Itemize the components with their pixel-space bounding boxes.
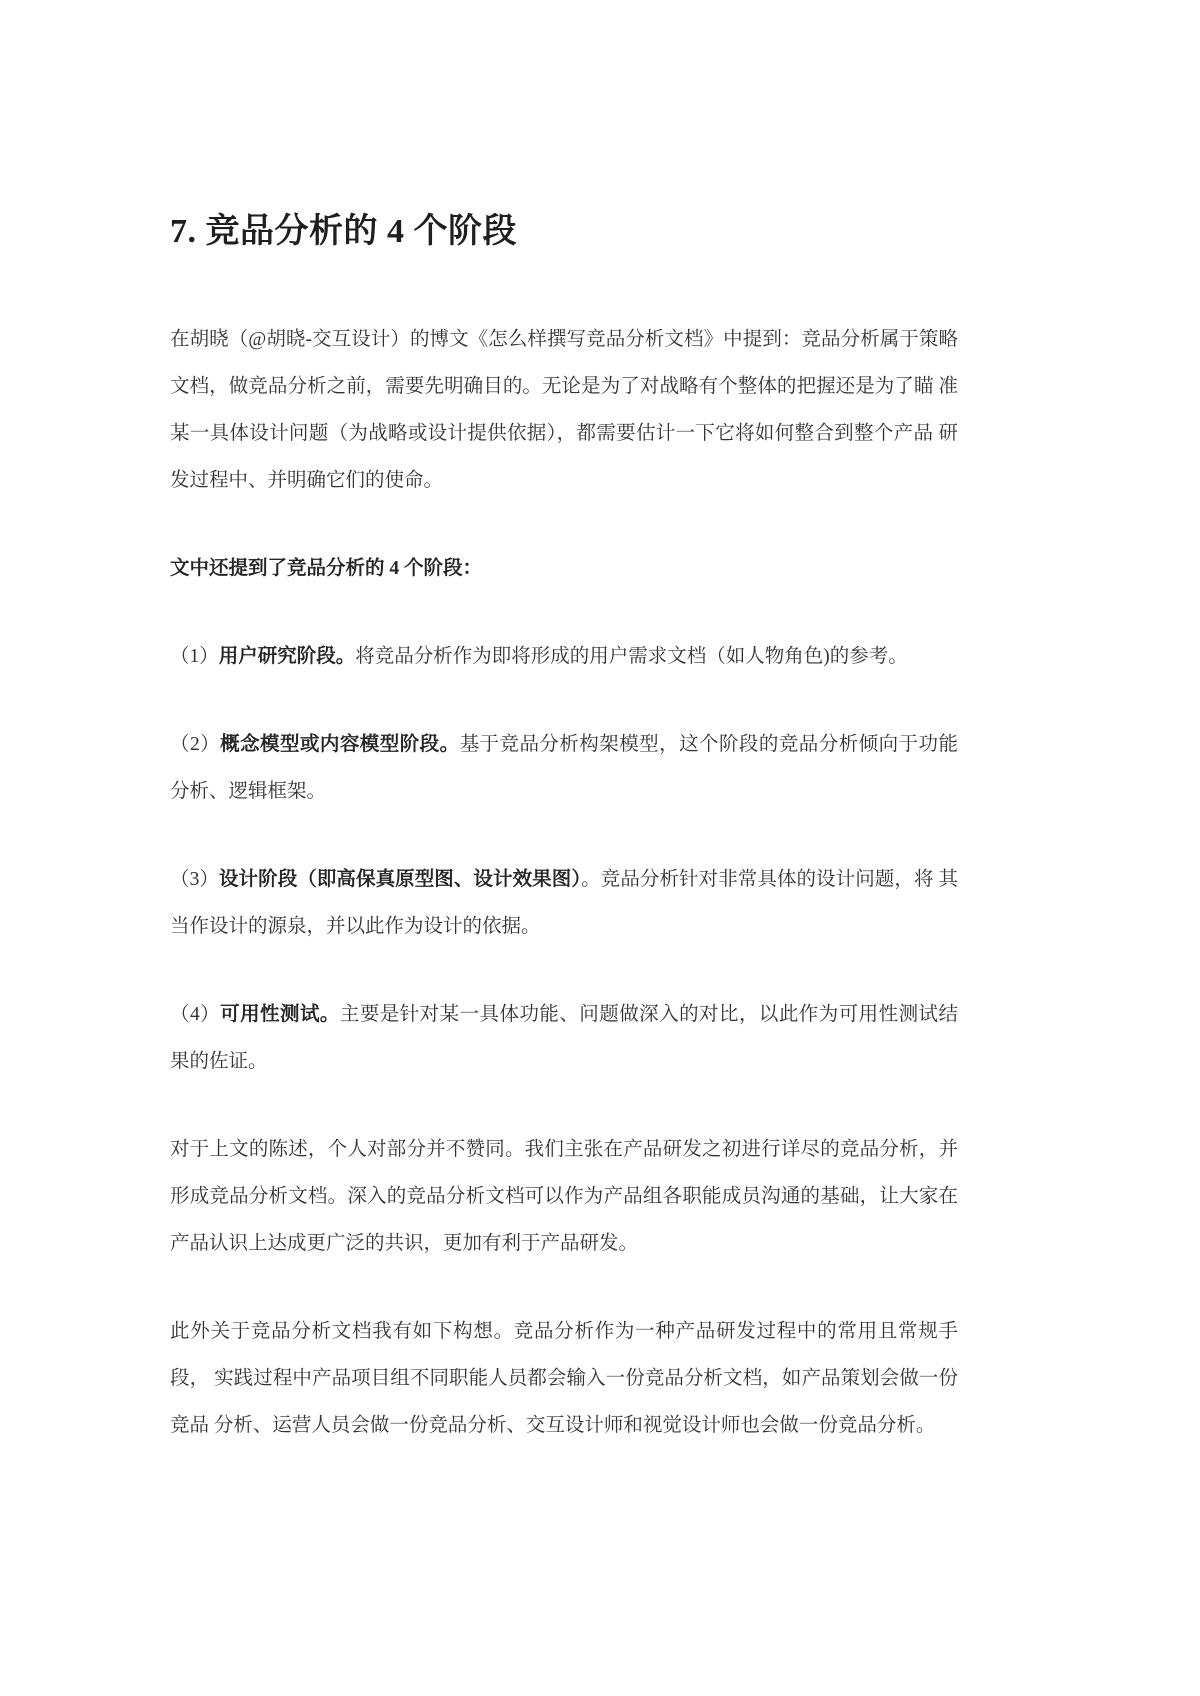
stage-text: 。竞品分析针对非常具体的设计问题，将 其当作设计的源泉，并以此作为设计的依据。: [170, 869, 958, 937]
stage-number: （2）: [170, 734, 221, 755]
stage-text: 主要是针对某一具体功能、问题做深入的对比，以此作为可用性测试结 果的佐证。: [170, 1004, 958, 1072]
document-content: [170, 212, 958, 1449]
stage-item-3: [170, 856, 958, 950]
stage-number: （3）: [170, 869, 219, 890]
stage-item-4: [170, 991, 958, 1085]
stage-number: （1）: [170, 646, 219, 667]
stage-label: 设计阶段（即高保真原型图、设计效果图）: [218, 869, 582, 890]
stage-label: 概念模型或内容模型阶段。: [220, 734, 460, 755]
page-title: 7. 竞品分析的 4 个阶段: [170, 213, 517, 250]
opinion-paragraph: 对于上文的陈述，个人对部分并不赞同。我们主张在产品研发之初进行详尽的竞品分析，并 形成竞品分析文档。深入的竞品分析文档可以作为产品组各职能成员沟通的基础，让大家在 产品认识上达成更广泛的共识，更加有利于产品研发。: [170, 1139, 958, 1254]
stage-label: 用户研究阶段。: [218, 646, 356, 667]
stage-label: 可用性测试。: [220, 1004, 340, 1025]
intro-paragraph: 在胡晓（@胡晓-交互设计）的博文《怎么样撰写竞品分析文档》中提到：竞品分析属于策略文档，做竞品分析之前，需要先明确目的。无论是为了对战略有个整体的把握还是为了瞄 准某一具体设计问题（为战略或设计提供依据），都需要估计一下它将如何整合到整个产品 研发过程中、并明确它们的使命。: [170, 329, 958, 491]
stage-text: 基于竞品分析构架模型，这个阶段的竞品分析倾向于功能 分析、逻辑框架。: [170, 734, 958, 802]
stages-subheading: 文中还提到了竞品分析的 4 个阶段：: [170, 558, 483, 579]
stage-item-1: [170, 633, 958, 680]
idea-paragraph: 此外关于竞品分析文档我有如下构想。竞品分析作为一种产品研发过程中的常用且常规手段， 实践过程中产品项目组不同职能人员都会输入一份竞品分析文档，如产品策划会做一份竞品 分析、运营人员会做一份竞品分析、交互设计师和视觉设计师也会做一份竞品分析。: [170, 1321, 958, 1436]
stage-number: （4）: [170, 1004, 221, 1025]
stage-text: 将竞品分析作为即将形成的用户需求文档（如人物角色)的参考。: [355, 646, 908, 667]
stage-item-2: [170, 721, 958, 815]
